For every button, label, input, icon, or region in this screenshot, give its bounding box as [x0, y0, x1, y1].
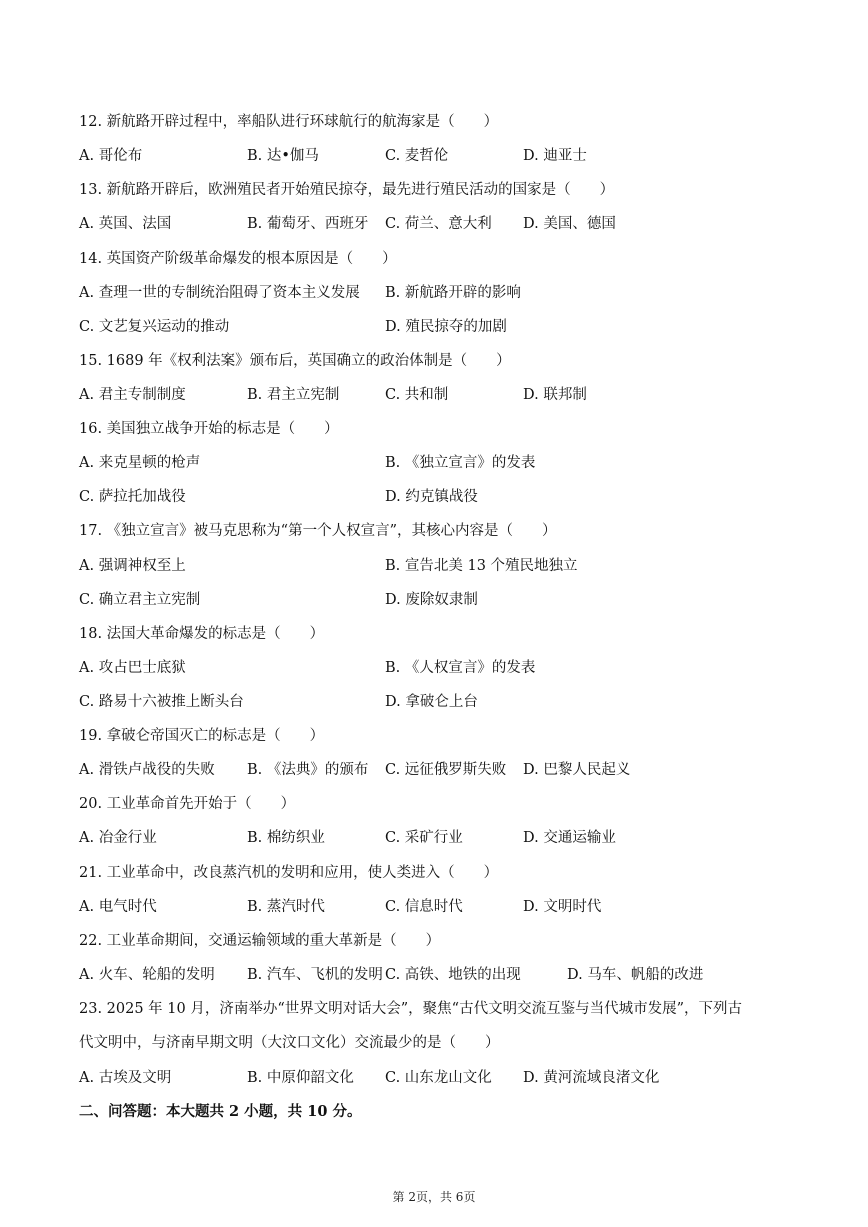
- option-a: A. 君主专制制度: [79, 387, 186, 403]
- option-c: C. 确立君主立宪制: [79, 592, 201, 608]
- option-d: D. 拿破仑上台: [385, 694, 478, 710]
- option-b: B. 中原仰韶文化: [247, 1070, 354, 1086]
- question-stem: 19. 拿破仑帝国灭亡的标志是（ ）: [79, 728, 325, 744]
- option-b: B. 《独立宣言》的发表: [385, 455, 536, 471]
- question-stem: 15. 1689 年《权利法案》颁布后，英国确立的政治体制是（ ）: [79, 353, 511, 369]
- option-c: C. 萨拉托加战役: [79, 489, 186, 505]
- question-stem: 22. 工业革命期间，交通运输领域的重大革新是（ ）: [79, 933, 441, 949]
- option-b: B. 《法典》的颁布: [247, 762, 369, 778]
- question-stem: 13. 新航路开辟后，欧洲殖民者开始殖民掠夺，最先进行殖民活动的国家是（ ）: [79, 182, 615, 198]
- option-d: D. 交通运输业: [523, 830, 616, 846]
- option-a: A. 查理一世的专制统治阻碍了资本主义发展: [79, 285, 360, 301]
- option-c: C. 麦哲伦: [385, 148, 449, 164]
- option-a: A. 滑铁卢战役的失败: [79, 762, 215, 778]
- option-b: B. 《人权宣言》的发表: [385, 660, 536, 676]
- option-d: D. 文明时代: [523, 899, 602, 915]
- option-b: B. 达•伽马: [247, 148, 319, 164]
- option-b: B. 宣告北美 13 个殖民地独立: [385, 558, 578, 574]
- option-d: D. 迪亚士: [523, 148, 587, 164]
- option-b: B. 新航路开辟的影响: [385, 285, 521, 301]
- option-c: C. 山东龙山文化: [385, 1070, 492, 1086]
- section-heading: 二、问答题：本大题共 2 小题，共 10 分。: [79, 1103, 362, 1120]
- option-c: C. 路易十六被推上断头台: [79, 694, 244, 710]
- question-stem: 16. 美国独立战争开始的标志是（ ）: [79, 421, 339, 437]
- question-stem: 20. 工业革命首先开始于（ ）: [79, 796, 296, 812]
- option-b: B. 葡萄牙、西班牙: [247, 216, 369, 232]
- page-footer: 第 2页，共 6页: [392, 1190, 476, 1204]
- option-c: C. 荷兰、意大利: [385, 216, 492, 232]
- option-a: A. 火车、轮船的发明: [79, 967, 215, 983]
- option-a: A. 电气时代: [79, 899, 157, 915]
- option-b: B. 蒸汽时代: [247, 899, 325, 915]
- option-a: A. 哥伦布: [79, 148, 143, 164]
- question-stem: 17. 《独立宣言》被马克思称为“第一个人权宣言”，其核心内容是（ ）: [79, 523, 557, 539]
- option-d: D. 美国、德国: [523, 216, 616, 232]
- option-c: C. 文艺复兴运动的推动: [79, 319, 230, 335]
- option-b: B. 棉纺织业: [247, 830, 325, 846]
- option-d: D. 废除奴隶制: [385, 592, 478, 608]
- option-d: D. 巴黎人民起义: [523, 762, 631, 778]
- option-c: C. 共和制: [385, 387, 449, 403]
- question-stem: 18. 法国大革命爆发的标志是（ ）: [79, 626, 325, 642]
- option-a: A. 强调神权至上: [79, 558, 186, 574]
- option-d: D. 联邦制: [523, 387, 587, 403]
- option-a: A. 攻占巴士底狱: [79, 660, 186, 676]
- option-b: B. 君主立宪制: [247, 387, 340, 403]
- option-c: C. 采矿行业: [385, 830, 463, 846]
- option-d: D. 殖民掠夺的加剧: [385, 319, 507, 335]
- question-stem: 21. 工业革命中，改良蒸汽机的发明和应用，使人类进入（ ）: [79, 865, 499, 881]
- option-c: C. 高铁、地铁的出现: [385, 967, 521, 983]
- question-stem: 23. 2025 年 10 月，济南举办“世界文明对话大会”，聚焦“古代文明交流互鉴与当代城市发展”，下列古: [79, 1001, 742, 1017]
- option-d: D. 马车、帆船的改进: [567, 967, 704, 983]
- option-c: C. 远征俄罗斯失败: [385, 762, 507, 778]
- question-stem: 14. 英国资产阶级革命爆发的根本原因是（ ）: [79, 251, 397, 267]
- question-stem-continued: 代文明中，与济南早期文明（大汶口文化）交流最少的是（ ）: [79, 1035, 500, 1051]
- option-d: D. 黄河流域良渚文化: [523, 1070, 660, 1086]
- question-stem: 12. 新航路开辟过程中，率船队进行环球航行的航海家是（ ）: [79, 114, 499, 130]
- option-a: A. 来克星顿的枪声: [79, 455, 201, 471]
- option-d: D. 约克镇战役: [385, 489, 478, 505]
- option-a: A. 冶金行业: [79, 830, 157, 846]
- option-b: B. 汽车、飞机的发明: [247, 967, 383, 983]
- option-c: C. 信息时代: [385, 899, 463, 915]
- option-a: A. 古埃及文明: [79, 1070, 172, 1086]
- option-a: A. 英国、法国: [79, 216, 172, 232]
